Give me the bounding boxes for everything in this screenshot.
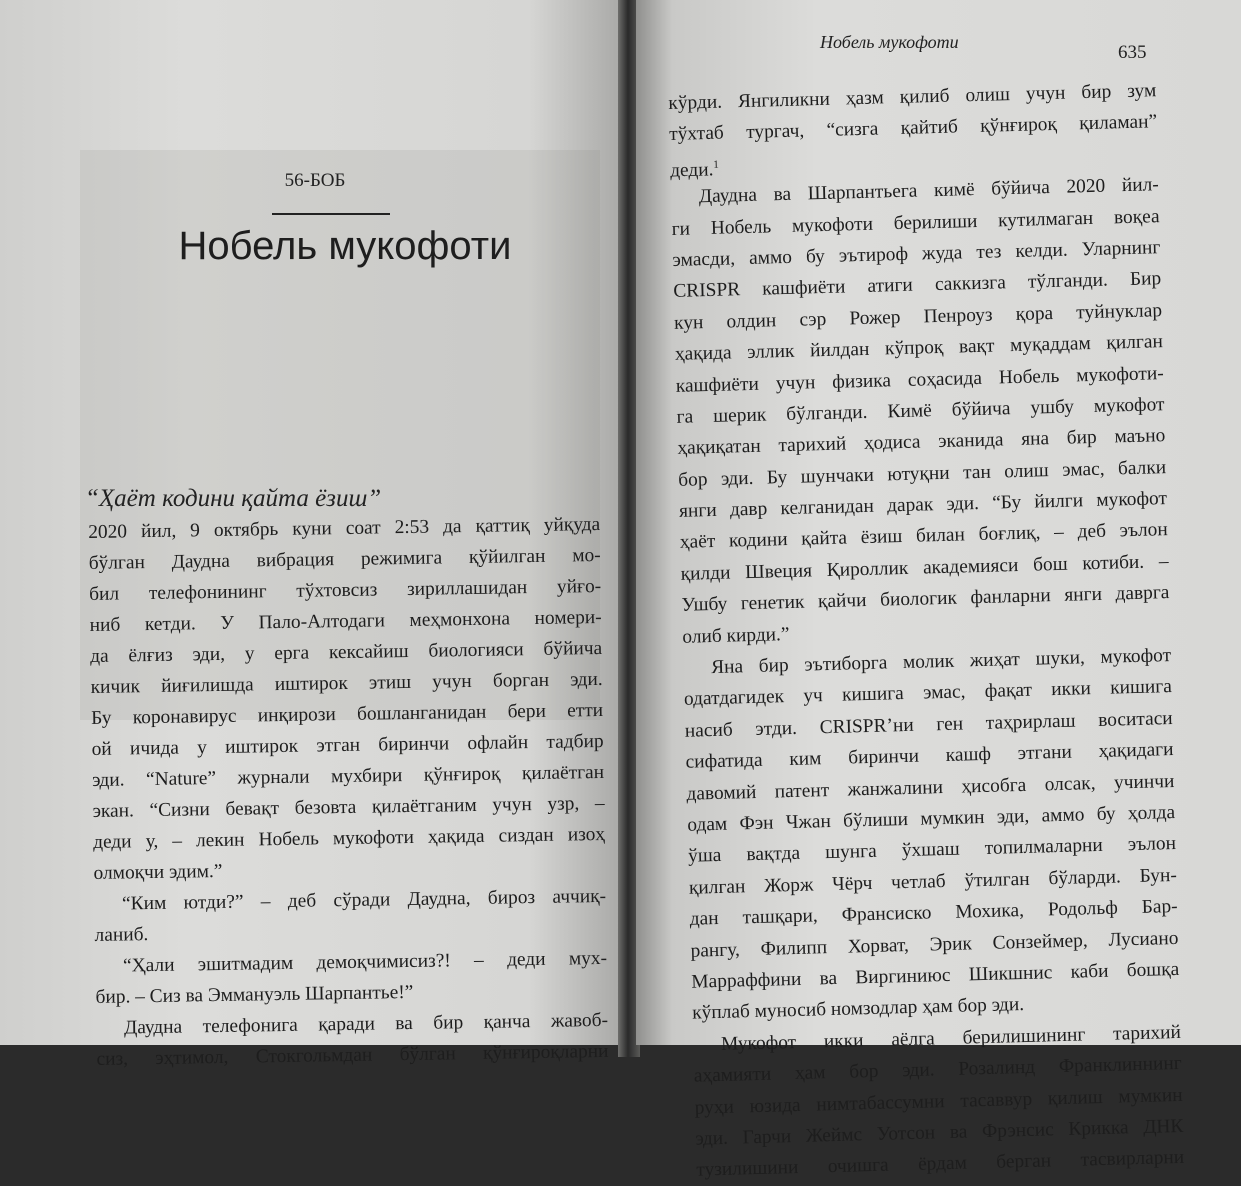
- chapter-rule: [272, 213, 390, 215]
- chapter-epigraph: “Ҳаёт кодини қайта ёзиш”: [85, 485, 382, 512]
- text-line: кашфиёти учун физика соҳасида Нобель мукофоти-: [675, 362, 1164, 397]
- text-line: га шерик бўлганди. Кимё бўйича ушбу мукофот: [676, 394, 1165, 428]
- left-body-text: [88, 509, 609, 1075]
- chapter-title: Нобель мукофоти: [178, 224, 512, 268]
- text-line: кўрди. Янгиликни ҳазм қилиб олиш учун бир зум: [668, 80, 1157, 114]
- text-line: Даудна ва Шарпантьега кимё бўйича 2020 йил-: [698, 174, 1159, 208]
- text-line-content: деди.: [669, 159, 714, 182]
- text-line: дан ташқари, Франсиско Мохика, Родольф Бар-: [689, 896, 1178, 930]
- text-line: Марраффини ва Виргиниюс Шикшнис каби бошқа: [691, 958, 1180, 993]
- text-line: эди. Гарчи Жеймс Уотсон ва Фрэнсис Крикка ДНК: [695, 1115, 1184, 1150]
- text-line: бил телефонининг тўхтовсиз зириллашидан уйғо-: [89, 575, 602, 605]
- text-line: бўлган Даудна вибрация режимига қўйилган мо-: [88, 544, 601, 574]
- text-line: Мукофот икки аёлга берилишининг тарихий: [720, 1021, 1182, 1055]
- text-line: янги давр келганидан дарак эди. “Бу йилги мукофот: [678, 488, 1168, 522]
- text-line: ҳақида эллик йилдан кўпроқ вақт муқаддам қилган: [674, 331, 1164, 366]
- left-page: [0, 0, 622, 1070]
- text-line: ой ичида у иштирок этган биринчи офлайн тадбир: [91, 730, 604, 760]
- text-line: давомий патент жанжалини ҳисобга олсак, учинчи: [686, 770, 1175, 805]
- text-line: олиб кирди.”: [682, 623, 790, 648]
- text-line: олмоқчи эдим.”: [93, 860, 223, 884]
- text-line: аҳамияти ҳам бор эди. Розалинд Франклиннинг: [693, 1052, 1182, 1087]
- text-line: “Ким ютди?” – деб сўради Даудна, бироз аччиқ-: [121, 885, 607, 915]
- text-line: да ёлғиз эди, у ерга кексайиш биологияси бўйича: [90, 637, 603, 667]
- text-line: Ушбу генетик қайчи биологик фанларни янги даврга: [681, 582, 1170, 617]
- text-line: тузилишини очишга ёрдам берган тасвирларни: [696, 1147, 1185, 1181]
- text-line: эди. “Nature” журнали мухбири қўнғироқ қилаётган: [91, 761, 605, 791]
- text-line: ўша вақтда шунга ўхшаш топилмаларни эълон: [687, 833, 1177, 868]
- footnote-marker: 1: [713, 158, 719, 171]
- text-line: ҳақиқатан тарихий ҳодиса эканида яна бир маъно: [677, 425, 1166, 460]
- text-line: тўхтаб тургач, “сизга қайтиб қўнғироқ қиламан”: [668, 111, 1158, 146]
- text-line: “Ҳали эшитмадим демоқчимисиз?! – деди мух-: [122, 947, 608, 977]
- text-line: сиз, эҳтимол, Стокгольмдан бўлган қўнғироқларни: [96, 1040, 609, 1070]
- text-line: бир. – Сиз ва Эммануэль Шарпантье!”: [95, 981, 414, 1008]
- text-line: ниб кетди. У Пало-Алтодаги меҳмонхона номери-: [89, 606, 602, 636]
- text-line: экан. “Сизни бевақт безовта қилаётганим учун узр, –: [92, 792, 605, 822]
- running-header: Нобель мукофоти: [820, 32, 959, 52]
- text-line: бор эди. Бу шунчаки ютуқни тан олиш эмас, балки: [677, 456, 1167, 491]
- text-line: қилди Швеция Қироллик академияси бош котиби. –: [680, 550, 1169, 585]
- text-line: руҳи юзида нимтабассумни тасаввур қилиш мумкин: [694, 1084, 1183, 1119]
- text-line: ги Нобель мукофоти берилиши кутилмаган воқеа: [671, 205, 1160, 240]
- text-line: сифатида ким биринчи кашф этгани ҳақидаги: [685, 739, 1174, 773]
- text-line: кўплаб муносиб номзодлар ҳам бор эди.: [691, 994, 1025, 1025]
- text-line: CRISPR кашфиёти атиги саккизга тўлганди. Бир: [673, 268, 1162, 303]
- text-line: Яна бир эътиборга молик жиҳат шуки, мукофот: [710, 645, 1172, 679]
- text-line: эмасди, аммо бу эътироф жуда тез келди. Уларнинг: [672, 237, 1161, 271]
- text-line: ҳаёт кодини қайта ёзиш билан боғлиқ, – деб эълон: [679, 519, 1169, 554]
- text-line: одам Фэн Чжан бўлиши мумкин эди, аммо бу ҳолда: [687, 801, 1176, 836]
- text-line: рангу, Филипп Хорват, Эрик Сонзеймер, Лусиано: [690, 927, 1179, 962]
- text-line: одатдагидек уч кишига эмас, фақат икки кишига: [683, 676, 1173, 711]
- text-line: 2020 йил, 9 октябрь куни соат 2:53 да қаттиқ уйқуда: [88, 513, 601, 543]
- text-line: кун олдин сэр Рожер Пенроуз қора туйнуклар: [673, 299, 1163, 334]
- text-line: Даудна телефонига қаради ва бир қанча жавоб-: [123, 1009, 609, 1039]
- text-line: деди у, – лекин Нобель мукофоти ҳақида сиздан изоҳ: [92, 823, 606, 853]
- chapter-label: 56-БОБ: [284, 170, 346, 191]
- text-line: насиб этди. CRISPR’ни ген таҳрирлаш воситаси: [684, 707, 1173, 742]
- right-body-text: [668, 75, 1185, 1186]
- page-number: 635: [1118, 42, 1147, 63]
- text-line: қилган Жорж Чёрч четлаб ўтилган бўларди. Бун-: [688, 864, 1178, 899]
- text-line: Бу коронавирус инқирози бошланганидан бери етти: [91, 699, 604, 729]
- text-line: кичик йиғилишда иштирок этиш учун борган эди.: [90, 668, 603, 698]
- text-line: ланиб.: [94, 924, 149, 946]
